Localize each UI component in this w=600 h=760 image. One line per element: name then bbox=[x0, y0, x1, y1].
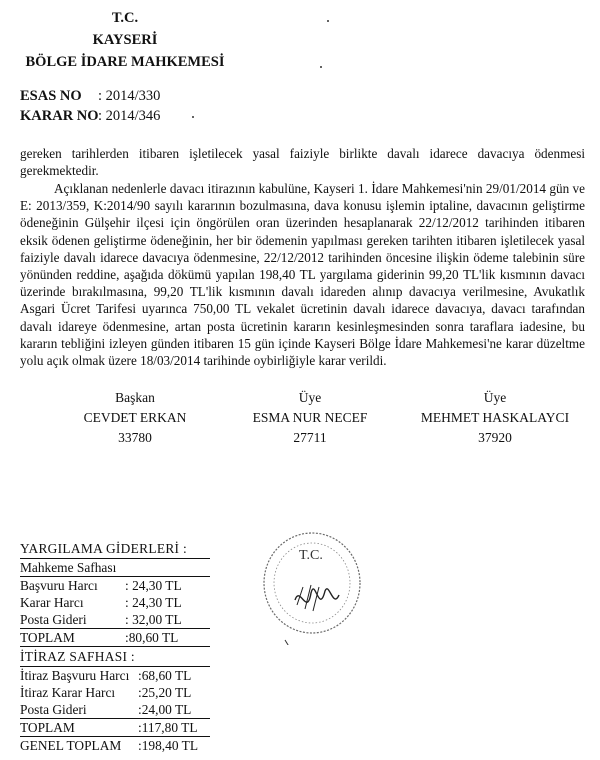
esas-row bbox=[20, 88, 160, 105]
cost-label: Başvuru Harcı bbox=[20, 578, 98, 593]
cost-label: İtiraz Başvuru Harcı bbox=[20, 668, 130, 683]
karar-label: KARAR NO bbox=[20, 108, 99, 124]
cost-label: Posta Gideri bbox=[20, 702, 87, 717]
cost-label: İtiraz Karar Harcı bbox=[20, 685, 116, 700]
cost-row bbox=[20, 594, 210, 611]
cost-row bbox=[20, 667, 210, 684]
signatory-role: Üye bbox=[483, 390, 507, 405]
signatory-president bbox=[35, 388, 235, 448]
cost-amount: :80,60 TL bbox=[125, 630, 179, 645]
cost-row bbox=[20, 701, 210, 719]
cost-label: Karar Harcı bbox=[20, 595, 84, 610]
cost-label: GENEL TOPLAM bbox=[20, 738, 122, 753]
signatory-role: Başkan bbox=[115, 390, 155, 405]
cost-amount: : 32,00 TL bbox=[125, 612, 182, 627]
cost-row-total bbox=[20, 719, 210, 737]
cost-amount: :117,80 TL bbox=[138, 720, 198, 735]
objection-stage-heading: İTİRAZ SAFHASI : bbox=[20, 648, 210, 667]
cost-row bbox=[20, 684, 210, 701]
cost-row bbox=[20, 577, 210, 594]
scan-speck bbox=[327, 20, 329, 22]
cost-label: Posta Gideri bbox=[20, 612, 87, 627]
header-court: BÖLGE İDARE MAHKEMESİ bbox=[25, 54, 225, 70]
esas-value: : 2014/330 bbox=[98, 88, 161, 104]
court-seal-stamp bbox=[255, 525, 365, 645]
court-stage-heading: Mahkeme Safhası bbox=[20, 559, 210, 577]
signatory-name: ESMA NUR NECEF bbox=[252, 410, 368, 425]
cost-row-total bbox=[20, 629, 210, 647]
paragraph-1: gereken tarihlerden itibaren işletilecek yasal faiziyle birlikte davalı idarece davacıya ödenmesi gerekmektedir. bbox=[20, 146, 585, 179]
karar-value: : 2014/346 bbox=[98, 108, 161, 124]
scan-speck bbox=[192, 116, 194, 118]
scan-speck bbox=[320, 66, 322, 68]
signatory-member-1 bbox=[210, 388, 410, 448]
cost-amount: : 24,30 TL bbox=[125, 578, 182, 593]
cost-amount: :24,00 TL bbox=[138, 702, 192, 717]
costs-objection-stage bbox=[20, 648, 210, 754]
paragraph-2: Açıklanan nedenlerle davacı itirazının kabulüne, Kayseri 1. İdare Mahkemesi'nin 29/01/2014 gün ve E: 2013/359, K:2014/90 sayılı kararının bozulmasına, dava konusu işlemin iptaline, davacının geliştirme ödeneğinin Gülşehir ilçesi için öngörülen oran üzerinden hesaplanarak 22/12/2012 tarihinden itibaren eksik ödenen geliştirme ödeneğinin, her bir ödemenin yapılması gereken tarihten itibaren işletilecek yasal faiziyle davalı idarece davacıya ödenmesine, 22/12/2012 tarihinden öncesine ilişkin ödeme talebinin süre yönünden reddine, aşağıda dökümü yapılan 198,40 TL yargılama giderinin 99,20 TL'lik kısmının davacı üzerinde bırakılmasına, 99,20 TL'lik kısmının davalı idareden alınıp davacıya verilmesine, Avukatlık Asgari Ücret Tarifesi uyarınca 750,00 TL vekalet ücretinin davalı idarece davacıya, davacı tarafından davalı idareye ödenmesine, artan posta ücretinin kararın kesinleşmesinden sonra taraflara iadesine, bu kararın tebliğini izleyen günden itibaren 15 gün içinde Kayseri Bölge İdare Mahkemesi'ne karar düzeltme yolu açık olmak üzere 18/03/2014 tarihinde oybirliğiyle karar verildi. bbox=[20, 181, 585, 369]
stamp-text: T.C. bbox=[299, 548, 323, 563]
cost-label: TOPLAM bbox=[20, 720, 75, 735]
cost-row-grand-total bbox=[20, 737, 210, 754]
cost-amount: :68,60 TL bbox=[138, 668, 192, 683]
cost-amount: : 24,30 TL bbox=[125, 595, 182, 610]
header-city: KAYSERİ bbox=[92, 32, 158, 48]
header-tc: T.C. bbox=[111, 10, 139, 26]
cost-amount: :198,40 TL bbox=[138, 738, 199, 753]
cost-amount: :25,20 TL bbox=[138, 685, 192, 700]
signatory-number: 37920 bbox=[478, 430, 512, 445]
signatory-role: Üye bbox=[298, 390, 322, 405]
signatory-member-2 bbox=[395, 388, 595, 448]
cost-row bbox=[20, 611, 210, 629]
cost-label: TOPLAM bbox=[20, 630, 75, 645]
esas-label: ESAS NO bbox=[20, 88, 82, 104]
signatory-number: 33780 bbox=[118, 430, 152, 445]
signatory-number: 27711 bbox=[293, 430, 327, 445]
karar-row bbox=[20, 108, 160, 125]
costs-court-stage bbox=[20, 540, 210, 647]
signatory-name: MEHMET HASKALAYCI bbox=[420, 410, 570, 425]
signatory-name: CEVDET ERKAN bbox=[83, 410, 187, 425]
costs-title: YARGILAMA GİDERLERİ : bbox=[20, 540, 210, 559]
